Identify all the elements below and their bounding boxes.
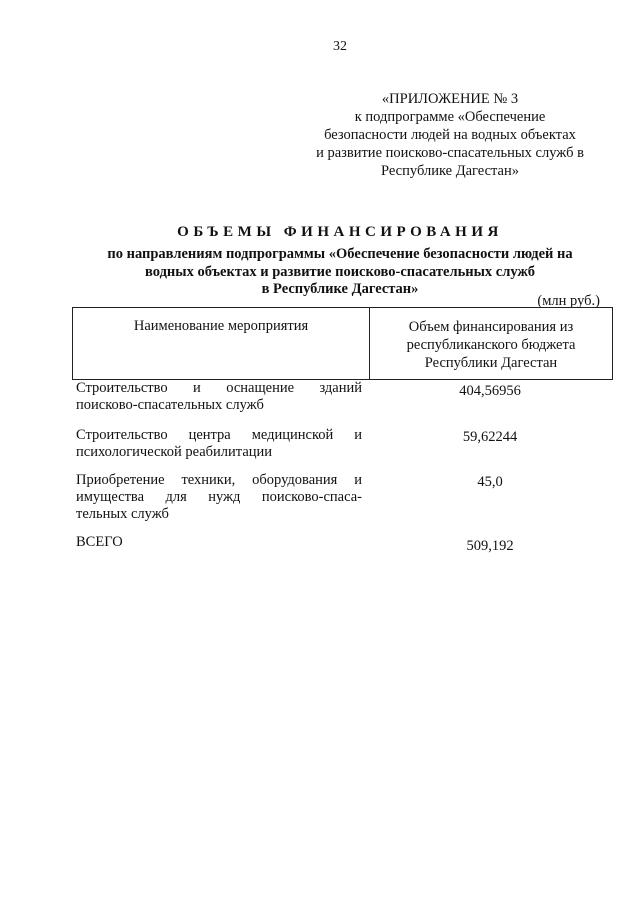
subtitle-line: в Республике Дагестан» — [261, 281, 419, 297]
row-name-line: имущества для нужд поисково-спаса- — [76, 489, 362, 505]
total-amount: 509,192 — [466, 538, 514, 554]
appendix-line: Республике Дагестан» — [381, 163, 519, 179]
column-header-name: Наименование мероприятия — [133, 318, 309, 334]
appendix-header — [300, 90, 600, 180]
row-name-line: психологической реабилитации — [76, 444, 273, 460]
table-row-name — [76, 427, 362, 461]
column-header-amount-line: Республики Дагестан — [424, 355, 558, 371]
table-row-name — [76, 472, 362, 523]
column-header-amount — [370, 318, 612, 372]
appendix-line: и развитие поисково-спасательных служб в — [316, 145, 584, 161]
table-row-amount: 404,56956 — [459, 383, 521, 399]
column-header-amount-line: Объем финансирования из — [408, 319, 574, 335]
appendix-line: «ПРИЛОЖЕНИЕ № 3 — [381, 91, 519, 107]
table-header — [72, 307, 613, 380]
row-name-line: тельных служб — [76, 506, 169, 522]
document-title: ОБЪЕМЫ ФИНАНСИРОВАНИЯ — [177, 224, 503, 240]
row-name-line: поисково-спасательных служб — [76, 397, 264, 413]
column-header-amount-line: республиканского бюджета — [406, 337, 576, 353]
subtitle-line: по направлениям подпрограммы «Обеспечение безопасности людей на — [107, 246, 573, 262]
row-name-line: Приобретение техники, оборудования и — [76, 472, 362, 488]
appendix-line: безопасности людей на водных объектах — [324, 127, 576, 143]
table-row-name — [76, 380, 362, 414]
table-row-amount: 45,0 — [477, 474, 503, 490]
table-row-amount: 59,62244 — [462, 429, 518, 445]
units-label: (млн руб.) — [537, 293, 600, 309]
subtitle-line: водных объектах и развитие поисково-спасательных служб — [145, 263, 535, 280]
document-subtitle — [60, 246, 620, 299]
total-label: ВСЕГО — [76, 534, 123, 550]
page-number: 32 — [333, 39, 347, 54]
appendix-line: к подпрограмме «Обеспечение — [354, 109, 546, 125]
row-name-line: Строительство и оснащение зданий — [76, 380, 362, 396]
row-name-line: Строительство центра медицинской и — [76, 427, 362, 443]
